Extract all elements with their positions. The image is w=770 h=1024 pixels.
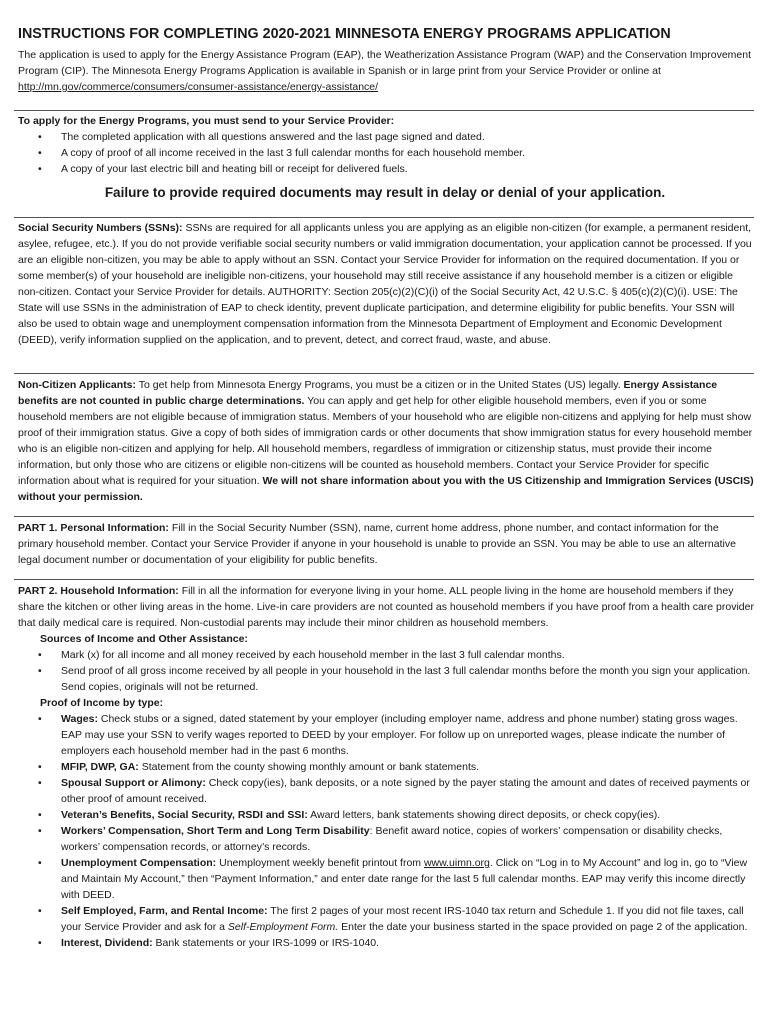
uimn-link[interactable]: www.uimn.org xyxy=(423,857,490,869)
proof-list xyxy=(18,711,754,951)
proof-heading: Proof of Income by type: xyxy=(40,697,164,709)
proof-text: Check copy(ies), bank deposits, or a note signed by the payer stating the amount and dates of received payments or other proof of amount received. xyxy=(61,777,750,805)
part2-section xyxy=(18,583,754,951)
list-item xyxy=(18,935,754,951)
proof-text: Check stubs or a signed, dated statement by your employer (including employer name, address and phone number) stating gross wages. EAP may use your SSN to verify wages reported to DEED by your employer. For follow up on unreported wages, please indicate the number of employers each household member had in the past 6 months. xyxy=(61,713,738,757)
noncitizen-label: Non-Citizen Applicants: xyxy=(18,379,137,391)
list-item xyxy=(18,775,754,807)
list-item: • The completed application with all questions answered and the last page signed and dated. xyxy=(18,129,754,145)
divider xyxy=(14,217,754,218)
proof-label: Unemployment Compensation: xyxy=(61,857,217,869)
proof-label: Spousal Support or Alimony: xyxy=(61,777,206,789)
ssn-section xyxy=(18,220,754,348)
list-item xyxy=(18,807,754,823)
noncitizen-section xyxy=(18,377,754,505)
proof-text: Bank statements or your IRS-1099 or IRS-1040. xyxy=(152,937,380,949)
divider xyxy=(14,373,754,374)
apply-list xyxy=(18,129,754,177)
list-item: • Mark (x) for all income and all money received by each household member in the last 3 full calendar months. xyxy=(18,647,754,663)
list-item xyxy=(18,855,754,903)
list-item xyxy=(18,711,754,759)
ssn-label: Social Security Numbers (SSNs): xyxy=(18,222,183,234)
proof-text: The first 2 pages of your most recent IRS-1040 tax return and Schedule 1. If you did not file taxes, call your Service Provider and ask for a xyxy=(61,905,744,933)
proof-text: Statement from the county showing monthly amount or bank statements. xyxy=(138,761,480,773)
part2-label: PART 2. Household Information: xyxy=(18,585,179,597)
noncitizen-text: You can apply and get help for other eligible household members, even if you or some household members are not eligible because of immigration status. Members of your household who are eligible non-citizens and applying for help must show proof of their immigration status. Give a copy of both sides of immigration cards or other documents that show immigration status for every household member who is an eligible non-citizen and applying for help. All household members, regardless of immigration or citizenship status, must provide their income information, but only those who are citizens or eligible non-citizens will be counted as household members. Contact your Service Provider for specific information about what is required for your situation. xyxy=(18,395,753,487)
proof-text: Unemployment weekly benefit printout from xyxy=(216,857,424,869)
part2-text: Fill in all the information for everyone living in your home. ALL people living in the home are household members if they share the kitchen or other living areas in the home. Live-in care providers are not counted as household members if you have proof from a health care provider that daily medical care is required. Non-custodial parents may include their minor children as household members. xyxy=(18,585,754,629)
divider xyxy=(14,110,754,111)
sources-list xyxy=(18,647,754,695)
ssn-text: SSNs are required for all applicants unless you are applying as an eligible non-citizen (for example, a permanent resident, asylee, refugee, etc.). If you do not provide verifiable social security numbers or valid immigration documentation, your application cannot be processed. If you are an eligible non-citizen, you may be able to apply without an SSN. Contact your Service Provider for information on the required documentation. If you or some member(s) of your household are ineligible non-citizens, your household may still receive assistance if any household member is a citizen or eligible non-citizen. Contact your Service Provider for details. AUTHORITY: Section 205(c)(2)(C)(i) of the Social Security Act, 42 U.S.C. § 405(c)(2)(C)(i). USE: The State will use SSNs in the administration of EAP to check identity, prevent duplicate participation, and determine eligibility for public benefits. Your SSN will also be used to obtain wage and unemployment compensation information from the Minnesota Department of Employment and Economic Development (DEED), verify information supplied on the application, and to prevent, detect, and correct fraud, waste, and abuse. xyxy=(18,222,752,346)
list-item: • Send proof of all gross income received by all people in your household in the last 3 full calendar months before the month you sign your application. Send copies, originals will not be returned. xyxy=(18,663,754,695)
intro-text: The application is used to apply for the Energy Assistance Program (EAP), the Weatherization Assistance Program (WAP) and the Conservation Improvement Program (CIP). The Minnesota Energy Programs Application is available in Spanish or in large print from your Service Provider or online at xyxy=(18,49,752,77)
noncitizen-text: To get help from Minnesota Energy Programs, you must be a citizen or in the United States (US) legally. xyxy=(136,379,624,391)
divider xyxy=(14,516,754,517)
page-title: INSTRUCTIONS FOR COMPLETING 2020-2021 MINNESOTA ENERGY PROGRAMS APPLICATION xyxy=(18,26,671,42)
proof-label: Wages: xyxy=(61,713,98,725)
list-item: • A copy of your last electric bill and heating bill or receipt for delivered fuels. xyxy=(18,161,754,177)
list-item xyxy=(18,823,754,855)
sources-heading: Sources of Income and Other Assistance: xyxy=(40,633,248,645)
proof-text: . Click on “Log in to My Account” and log in, go to “View and Maintain My Account,” then “Payment Information,” and enter date range for the last 5 full calendar months. EAP may verify this income directly with DEED. xyxy=(61,857,748,901)
proof-label: Self Employed, Farm, and Rental Income: xyxy=(61,905,268,917)
proof-label: Veteran’s Benefits, Social Security, RSDI and SSI: xyxy=(61,809,308,821)
apply-section xyxy=(18,113,754,177)
proof-text: Award letters, bank statements showing direct deposits, or check copy(ies). xyxy=(307,809,661,821)
proof-label: Workers’ Compensation, Short Term and Long Term Disability xyxy=(61,825,370,837)
proof-label: Interest, Dividend: xyxy=(61,937,153,949)
part1-text: Fill in the Social Security Number (SSN), name, current home address, phone number, and contact information for the primary household member. Contact your Service Provider if anyone in your household is unable to provide an SSN. You may be able to use an alternative legal document number or documentation of your eligibility for public benefits. xyxy=(18,522,736,566)
apply-heading: To apply for the Energy Programs, you must send to your Service Provider: xyxy=(18,115,395,127)
list-item xyxy=(18,759,754,775)
list-item: • A copy of proof of all income received in the last 3 full calendar months for each household member. xyxy=(18,145,754,161)
proof-text: Enter the date your business started in the space provided on page 2 of the application. xyxy=(338,921,748,933)
public-charge-note: Energy Assistance benefits are not counted in public charge determinations. xyxy=(18,379,718,407)
energy-assistance-link[interactable]: http://mn.gov/commerce/consumers/consumer-assistance/energy-assistance/ xyxy=(18,81,379,93)
form-name: Self-Employment Form. xyxy=(227,921,339,933)
part2-intro xyxy=(18,583,754,631)
intro-paragraph xyxy=(18,47,753,95)
uscis-note: We will not share information about you with the US Citizenship and Immigration Services (USCIS) without your permission. xyxy=(18,475,754,503)
list-item xyxy=(18,903,754,935)
divider xyxy=(14,579,754,580)
warning-notice: Failure to provide required documents may result in delay or denial of your application. xyxy=(104,185,666,200)
part1-label: PART 1. Personal Information: xyxy=(18,522,169,534)
proof-label: MFIP, DWP, GA: xyxy=(61,761,139,773)
proof-text: : Benefit award notice, copies of workers’ compensation or disability checks, workers’ compensation records, or attorney’s records. xyxy=(61,825,723,853)
part1-section xyxy=(18,520,754,568)
